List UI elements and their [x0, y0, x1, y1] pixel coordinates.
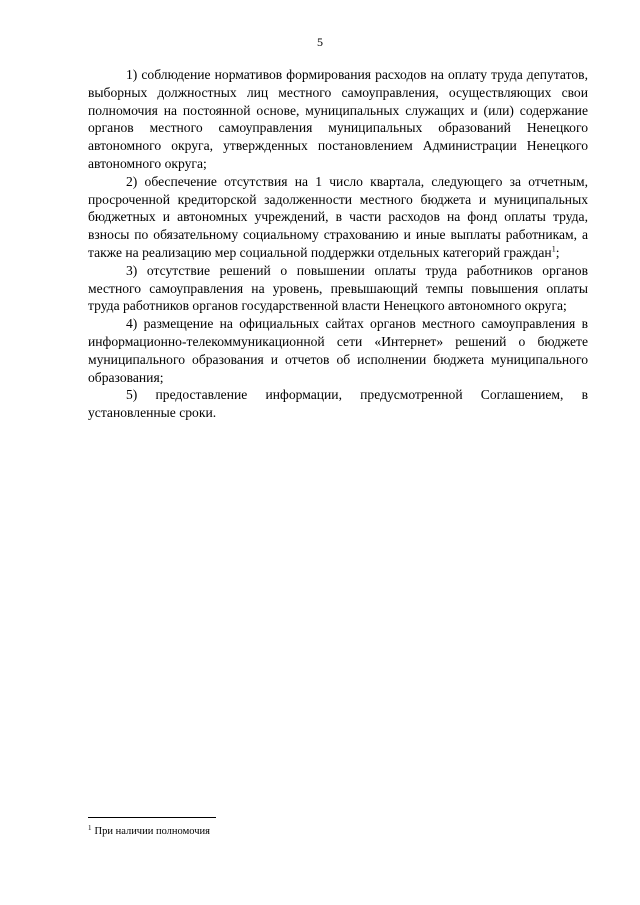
paragraph-item-4: 4) размещение на официальных сайтах органов местного самоуправления в информационно-телекоммуникационной сети «Интернет» решений о бюджете муниципального образования и отчетов об исполнении бюджета муниципального образования; — [88, 316, 588, 385]
paragraph-item-1: 1) соблюдение нормативов формирования расходов на оплату труда депутатов, выборных должностных лиц местного самоуправления, осуществляющих свои полномочия на постоянной основе, муниципальных служащих и (или) содержание органов местного самоуправления муниципальных образований Ненецкого автономного округа, утвержденных постановлением Администрации Ненецкого автономного округа; — [88, 67, 588, 171]
page-number: 5 — [317, 35, 323, 49]
footnote-reference: 1 — [551, 244, 556, 254]
paragraph-item-2-tail: ; — [555, 244, 560, 260]
footnote — [88, 823, 388, 838]
footnote-text: При наличии полномочия — [94, 826, 210, 837]
paragraph-item-2-text: 2) обеспечение отсутствия на 1 число квартала, следующего за отчетным, просроченной кредиторской задолженности местного бюджета и муниципальных бюджетных и автономных учреждений, в части расходов на фонд оплаты труда, взносы по обязательному социальному страхованию и иные выплаты работникам, а также на реализацию мер социальной поддержки отдельных категорий граждан — [88, 173, 588, 260]
paragraph-item-5: 5) предоставление информации, предусмотренной Соглашением, в установленные сроки. — [88, 387, 588, 421]
document-body — [88, 66, 588, 422]
footnote-mark: 1 — [88, 823, 92, 832]
paragraph-item-3: 3) отсутствие решений о повышении оплаты труда работников органов местного самоуправления на уровень, превышающий темпы повышения оплаты труда работников органов государственной власти Ненецкого автономного округа; — [88, 262, 588, 314]
footnote-separator — [88, 817, 216, 818]
paragraph-item-2 — [88, 173, 588, 262]
